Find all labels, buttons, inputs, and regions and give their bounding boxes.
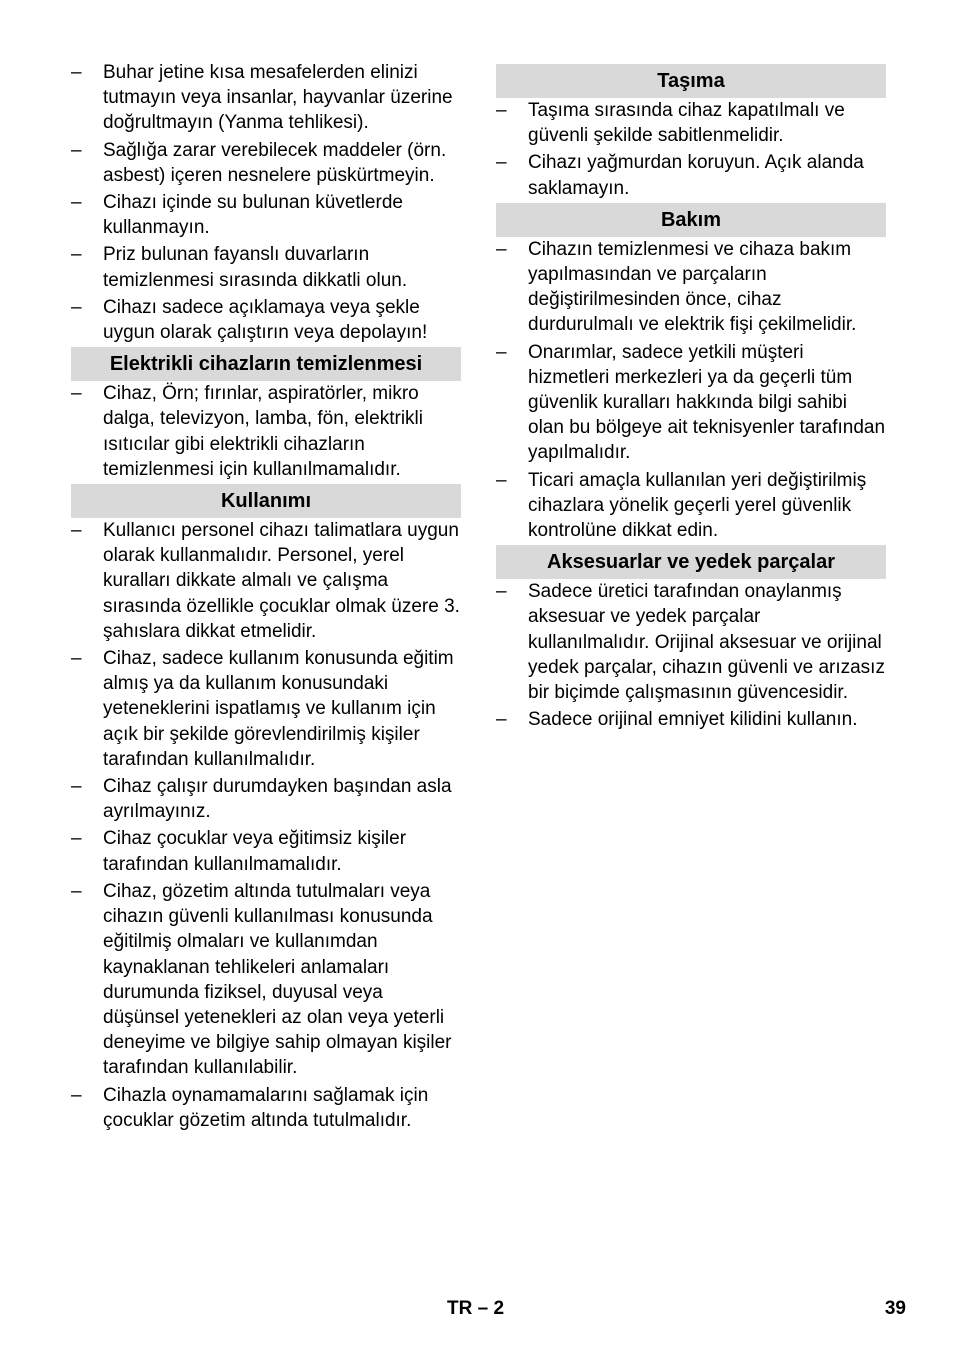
- footer-section-label: [447, 1298, 504, 1320]
- transport-list: [496, 98, 886, 201]
- bullet-dash: –: [496, 238, 507, 260]
- list-item: [496, 237, 886, 338]
- list-item: [496, 98, 886, 148]
- list-item: [71, 190, 461, 240]
- section-heading-accessories: Aksesuarlar ve yedek parçalar: [496, 545, 886, 579]
- bullet-dash: –: [71, 244, 82, 266]
- list-item-text: Cihazı yağmurdan koruyun. Açık alanda saklamayın.: [528, 152, 864, 199]
- electric-list: [71, 381, 461, 482]
- list-item-text: Cihaz çocuklar veya eğitimsiz kişiler tarafından kullanılmamalıdır.: [103, 828, 407, 875]
- bullet-dash: –: [496, 100, 507, 121]
- list-item-text: Ticari amaçla kullanılan yeri değiştirilmiş cihazlara yönelik geçerli yerel güvenlik kontrolüne dikkat edin.: [528, 469, 867, 542]
- bullet-dash: –: [496, 469, 507, 491]
- list-item: [71, 774, 461, 824]
- list-item-text: Cihazla oynamamalarını sağlamak için çocuklar gözetim altında tutulmalıdır.: [103, 1084, 429, 1131]
- list-item-text: Cihazı sadece açıklamaya veya şekle uygun olarak çalıştırın veya depolayın!: [103, 296, 428, 344]
- usage-list: [71, 518, 461, 1133]
- section-heading-electric: Elektrikli cihazların temizlenmesi: [71, 347, 461, 381]
- footer-page-number: 39: [884, 1298, 906, 1319]
- bullet-dash: –: [71, 648, 82, 670]
- bullet-dash: –: [71, 776, 82, 798]
- list-item: [71, 646, 461, 772]
- bullet-dash: –: [496, 341, 507, 363]
- list-item-text: Cihaz, gözetim altında tutulmaları veya cihazın güvenli kullanılması konusunda eğitilmiş olmaları ve kullanımdan kaynaklanan tehlikeleri anlamaları durumunda fiziksel, duyusal veya düşünsel yetenekleri az olan veya yeterli deneyime ve bilgiye sahip olmayan kişiler tarafından kullanılabilir.: [103, 880, 452, 1079]
- footer-section-page: – 2: [477, 1298, 505, 1319]
- list-item-text: Kullanıcı personel cihazı talimatlara uygun olarak kullanmalıdır. Personel, yerel kuralları dikkate almalı ve çalışma sırasında özellikle çocuklar olmak üzere 3. şahıslara dikkat etmelidir.: [103, 520, 460, 642]
- list-item-text: Cihazı içinde su bulunan küvetlerde kullanmayın.: [103, 192, 403, 239]
- list-item-text: Buhar jetine kısa mesafelerden elinizi tutmayın veya insanlar, hayvanlar üzerine doğrultmayın (Yanma tehlikesi).: [103, 62, 453, 134]
- list-item-text: Taşıma sırasında cihaz kapatılmalı ve güvenli şekilde sabitlenmelidir.: [528, 100, 845, 147]
- bullet-dash: –: [71, 880, 82, 902]
- list-item-text: Cihaz çalışır durumdayken başından asla ayrılmayınız.: [103, 776, 452, 823]
- list-item-text: Cihaz, sadece kullanım konusunda eğitim almış ya da kullanım konusundaki yeteneklerini ispatlamış ve kullanım için açık bir şekilde görevlendirilmiş kişiler tarafından kullanılmalıdır.: [103, 648, 454, 770]
- section-heading-transport: Taşıma: [496, 64, 886, 98]
- maintenance-list: [496, 237, 886, 543]
- list-item: [496, 579, 886, 705]
- bullet-dash: –: [71, 383, 82, 405]
- accessories-list: [496, 579, 886, 732]
- list-item: [496, 340, 886, 466]
- list-item: [71, 242, 461, 292]
- list-item: [71, 1083, 461, 1133]
- bullet-dash: –: [71, 1084, 82, 1106]
- list-item-text: Priz bulunan fayanslı duvarların temizlenmesi sırasında dikkatli olun.: [103, 244, 408, 291]
- list-item-text: Sağlığa zarar verebilecek maddeler (örn. asbest) içeren nesnelere püskürtmeyin.: [103, 139, 447, 186]
- list-item: [71, 138, 461, 188]
- bullet-dash: –: [71, 192, 82, 214]
- list-item-text: Cihaz, Örn; fırınlar, aspiratörler, mikro dalga, televizyon, lamba, fön, elektrikli ısıtıcılar gibi elektrikli cihazların temizlenmesi için kullanılmamalıdır.: [103, 383, 423, 480]
- bullet-dash: –: [71, 139, 82, 161]
- bullet-dash: –: [71, 62, 82, 83]
- section-heading-usage: Kullanımı: [71, 484, 461, 518]
- bullet-dash: –: [71, 828, 82, 850]
- intro-list: [71, 60, 461, 345]
- section-heading-maintenance: Bakım: [496, 203, 886, 237]
- list-item: [71, 518, 461, 644]
- list-item: [496, 707, 886, 732]
- left-column: [71, 60, 461, 1135]
- bullet-dash: –: [71, 296, 82, 318]
- list-item: [71, 826, 461, 876]
- list-item-text: Sadece orijinal emniyet kilidini kullanın.: [528, 709, 858, 731]
- list-item-text: Cihazın temizlenmesi ve cihaza bakım yapılmasından ve parçaların değiştirilmesinden önce, cihaz durdurulmalı ve elektrik fişi çekilmelidir.: [528, 238, 857, 336]
- bullet-dash: –: [496, 709, 507, 731]
- list-item-text: Sadece üretici tarafından onaylanmış aksesuar ve yedek parçalar kullanılmalıdır. Orijinal aksesuar ve orijinal yedek parçalar, cihazın güvenli ve arızasız bir biçimde çalışmasının güvencesidir.: [528, 581, 885, 704]
- list-item: [71, 295, 461, 345]
- list-item: [71, 381, 461, 482]
- bullet-dash: –: [496, 581, 507, 603]
- list-item: [71, 60, 461, 136]
- right-column: [496, 64, 886, 734]
- list-item: [496, 150, 886, 200]
- list-item: [496, 468, 886, 544]
- list-item-text: Onarımlar, sadece yetkili müşteri hizmetleri merkezleri ya da geçerli tüm güvenlik kuralları hakkında bilgi sahibi olan bu bölgeye ait teknisyenler tarafından yapılmalıdır.: [528, 341, 886, 464]
- list-item: [71, 879, 461, 1081]
- bullet-dash: –: [71, 520, 82, 542]
- bullet-dash: –: [496, 152, 507, 174]
- footer-lang: TR: [447, 1298, 473, 1319]
